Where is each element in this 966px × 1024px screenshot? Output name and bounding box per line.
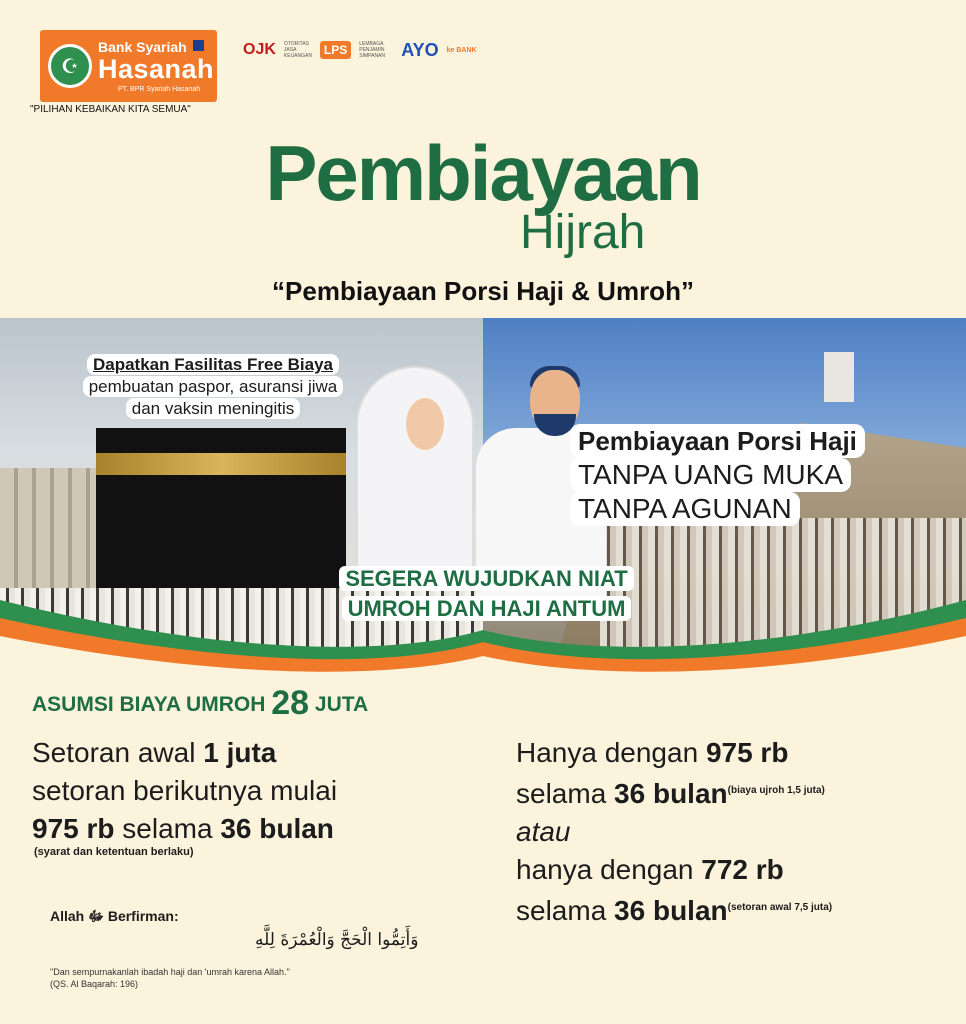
- cta-line2: UMROH DAN HAJI ANTUM: [342, 596, 632, 621]
- cta-banner: [314, 564, 659, 624]
- duration-amount: 36 bulan: [220, 813, 334, 844]
- page-subtitle: Hijrah: [520, 206, 646, 259]
- assumption-unit: JUTA: [314, 693, 369, 716]
- next-deposit-label: setoran berikutnya mulai: [32, 775, 338, 806]
- mosque-arches: [0, 468, 100, 608]
- woman-face: [406, 398, 444, 450]
- bank-entity: PT. BPR Syariah Hasanah: [118, 86, 201, 93]
- option1-label: Hanya dengan: [516, 737, 706, 768]
- option2-duration: 36 bulan: [614, 895, 728, 926]
- option2-duration-label: selama: [516, 895, 615, 926]
- option1-duration: 36 bulan: [614, 778, 728, 809]
- verse-translation-block: [50, 966, 290, 990]
- assumption-amount: 28: [271, 684, 310, 722]
- free-facility-heading: Dapatkan Fasilitas Free Biaya: [87, 354, 339, 375]
- option2-label: hanya dengan: [516, 854, 702, 885]
- initial-deposit-amount: 1 juta: [203, 737, 277, 768]
- bank-corner-mark-icon: [193, 40, 204, 51]
- option1-note: (biaya ujroh 1,5 juta): [727, 785, 825, 796]
- porsi-haji-heading: Pembiayaan Porsi Haji: [570, 424, 865, 458]
- free-facility-callout: [48, 354, 378, 420]
- option2-amount: 772 rb: [701, 854, 784, 885]
- option1-amount: 975 rb: [705, 737, 789, 768]
- or-label: atau: [516, 816, 571, 847]
- lps-logo: LPS: [320, 41, 351, 59]
- bank-name-line1: Bank Syariah: [98, 39, 187, 55]
- jabal-rahmah-pillar-icon: [824, 352, 854, 402]
- ayo-logo: AYO: [401, 39, 439, 60]
- free-facility-line1: pembuatan paspor, asuransi jiwa: [83, 376, 344, 397]
- offer-right: [516, 734, 832, 930]
- porsi-haji-callout: [570, 424, 865, 526]
- verse-translation: "Dan sempurnakanlah ibadah haji dan 'umrah karena Allah.": [50, 967, 290, 977]
- offer-left: [32, 734, 337, 848]
- option2-note: (setoran awal 7,5 juta): [727, 902, 833, 913]
- assumption-prefix: ASUMSI BIAYA UMROH: [32, 693, 266, 716]
- initial-deposit-label: Setoran awal: [32, 737, 204, 768]
- page-title: Pembiayaan: [265, 129, 701, 217]
- ayo-subtitle: ke BANK: [446, 46, 477, 54]
- duration-label: selama: [114, 813, 221, 844]
- tagline: "PILIHAN KEBAIKAN KITA SEMUA": [30, 104, 191, 115]
- terms-note: (syarat dan ketentuan berlaku): [34, 846, 194, 858]
- ojk-logo: OJK: [243, 41, 276, 58]
- page-tagline-quote: “Pembiayaan Porsi Haji & Umroh”: [272, 276, 694, 306]
- verse-arabic: وَأَتِمُّوا الْحَجَّ وَالْعُمْرَةَ لِلَّهِ: [255, 930, 419, 950]
- lps-subtitle: LEMBAGA PENJAMIN SIMPANAN: [359, 41, 385, 59]
- cost-assumption: [32, 684, 368, 723]
- no-down-payment: TANPA UANG MUKA: [570, 458, 851, 492]
- bank-logo: [40, 30, 217, 102]
- ojk-subtitle: OTORITAS JASA KEUANGAN: [283, 41, 312, 59]
- bank-emblem-icon: ☪: [48, 44, 92, 88]
- option1-duration-label: selama: [516, 778, 615, 809]
- free-facility-line2: dan vaksin meningitis: [126, 398, 301, 419]
- kaaba-gold-band: [96, 453, 346, 475]
- bank-name-line2: Hasanah: [98, 54, 215, 84]
- no-collateral: TANPA AGUNAN: [570, 492, 800, 526]
- monthly-amount: 975 rb: [32, 813, 115, 844]
- verse-intro: Allah ﷻ Berfirman:: [50, 908, 179, 924]
- cta-line1: SEGERA WUJUDKAN NIAT: [339, 566, 633, 591]
- verse-reference: (QS. Al Baqarah: 196): [50, 979, 139, 989]
- partner-logos: [243, 36, 477, 64]
